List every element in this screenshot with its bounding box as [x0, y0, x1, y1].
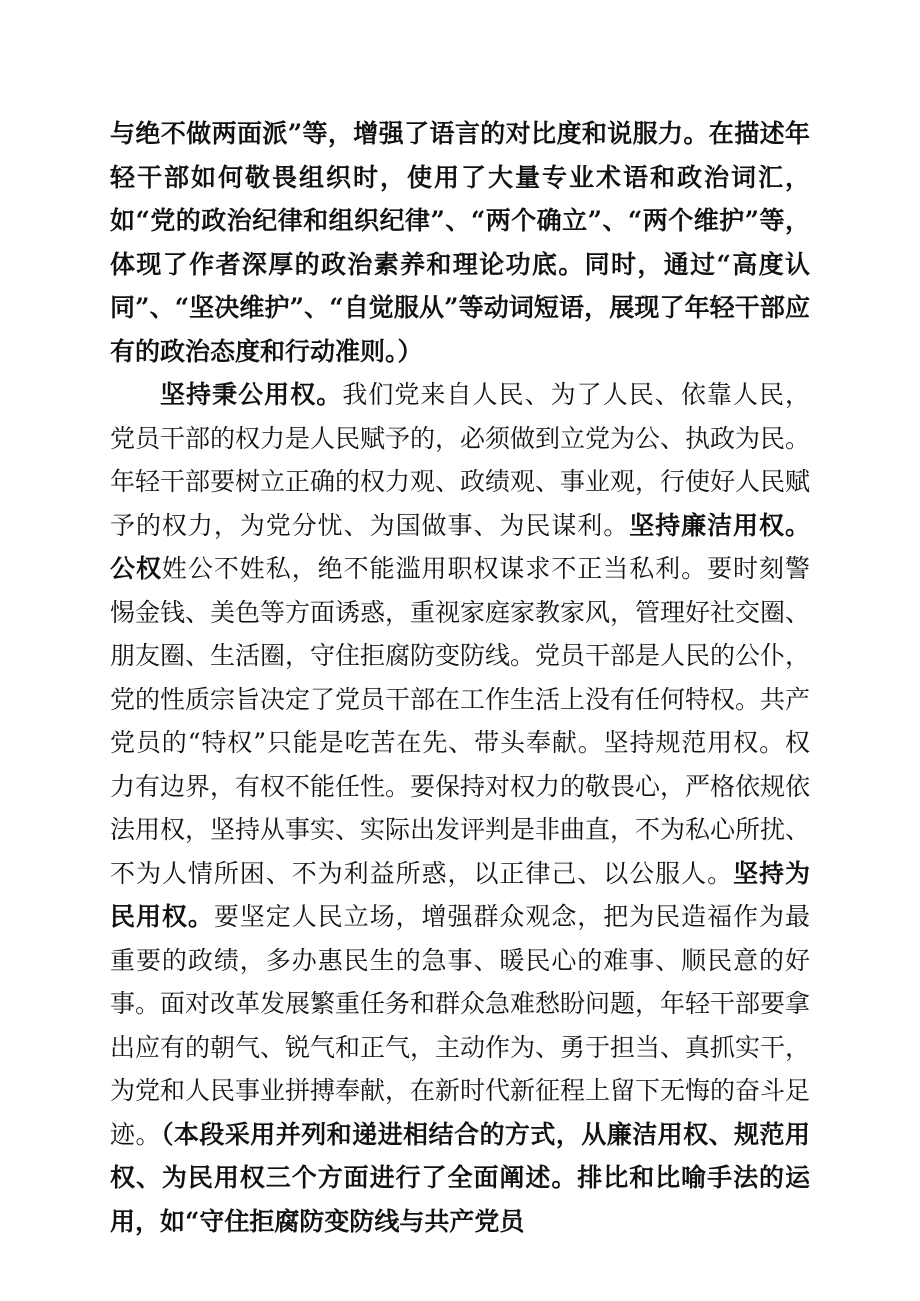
paragraph-power-use [110, 373, 810, 1243]
heading-clean-use: 坚持廉洁用权。公权 [110, 510, 810, 583]
analysis-note-2: （本段采用并列和递进相结合的方式，从廉洁用权、规范用权、为民用权三个方面进行了全面阐述。排比和比喻手法的运用，如“守住拒腐防变防线与共产党员 [110, 1119, 810, 1236]
paragraph-analysis-note [110, 112, 810, 373]
analysis-note-text: 与绝不做两面派”等，增强了语言的对比度和说服力。在描述年轻干部如何敬畏组织时，使用了大量专业术语和政治词汇，如“党的政治纪律和组织纪律”、“两个确立”、“两个维护”等，体现了作者深厚的政治素养和理论功底。同时，通过“高度认同”、“坚决维护”、“自觉服从”等动词短语，展现了年轻干部应有的政治态度和行动准则。） [110, 119, 810, 366]
body-fair-use: 我们党来自人民、为了人民、依靠人民，党员干部的权力是人民赋予的，必须做到立党为公、执政为民。年轻干部要树立正确的权力观、政绩观、事业观，行使好人民赋予的权力，为党分忧、为国做事、为民谋利。 [110, 380, 811, 540]
heading-fair-use: 坚持秉公用权。 [160, 380, 343, 409]
body-clean-use: 姓公不姓私，绝不能滥用职权谋求不正当私利。要时刻警惕金钱、美色等方面诱惑，重视家庭家教家风，管理好社交圈、朋友圈、生活圈，守住拒腐防变防线。党员干部是人民的公仆，党的性质宗旨决定了党员干部在工作生活上没有任何特权。共产党员的“特权”只能是吃苦在先、带头奉献。坚持规范用权。权力有边界，有权不能任性。要保持对权力的敬畏心，严格依规依法用权，坚持从事实、实际出发评判是非曲直，不为私心所扰、不为人情所困、不为利益所惑，以正律己、以公服人。 [110, 554, 811, 888]
heading-people-use: 坚持为民用权。 [110, 858, 810, 931]
body-text [110, 112, 810, 1243]
body-people-use: 要坚定人民立场，增强群众观念，把为民造福作为最重要的政绩，多办惠民生的急事、暖民心的难事、顺民意的好事。面对改革发展繁重任务和群众急难愁盼问题，年轻干部要拿出应有的朝气、锐气和正气，主动作为、勇于担当、真抓实干，为党和人民事业拼搏奉献，在新时代新征程上留下无悔的奋斗足迹。 [110, 902, 811, 1149]
